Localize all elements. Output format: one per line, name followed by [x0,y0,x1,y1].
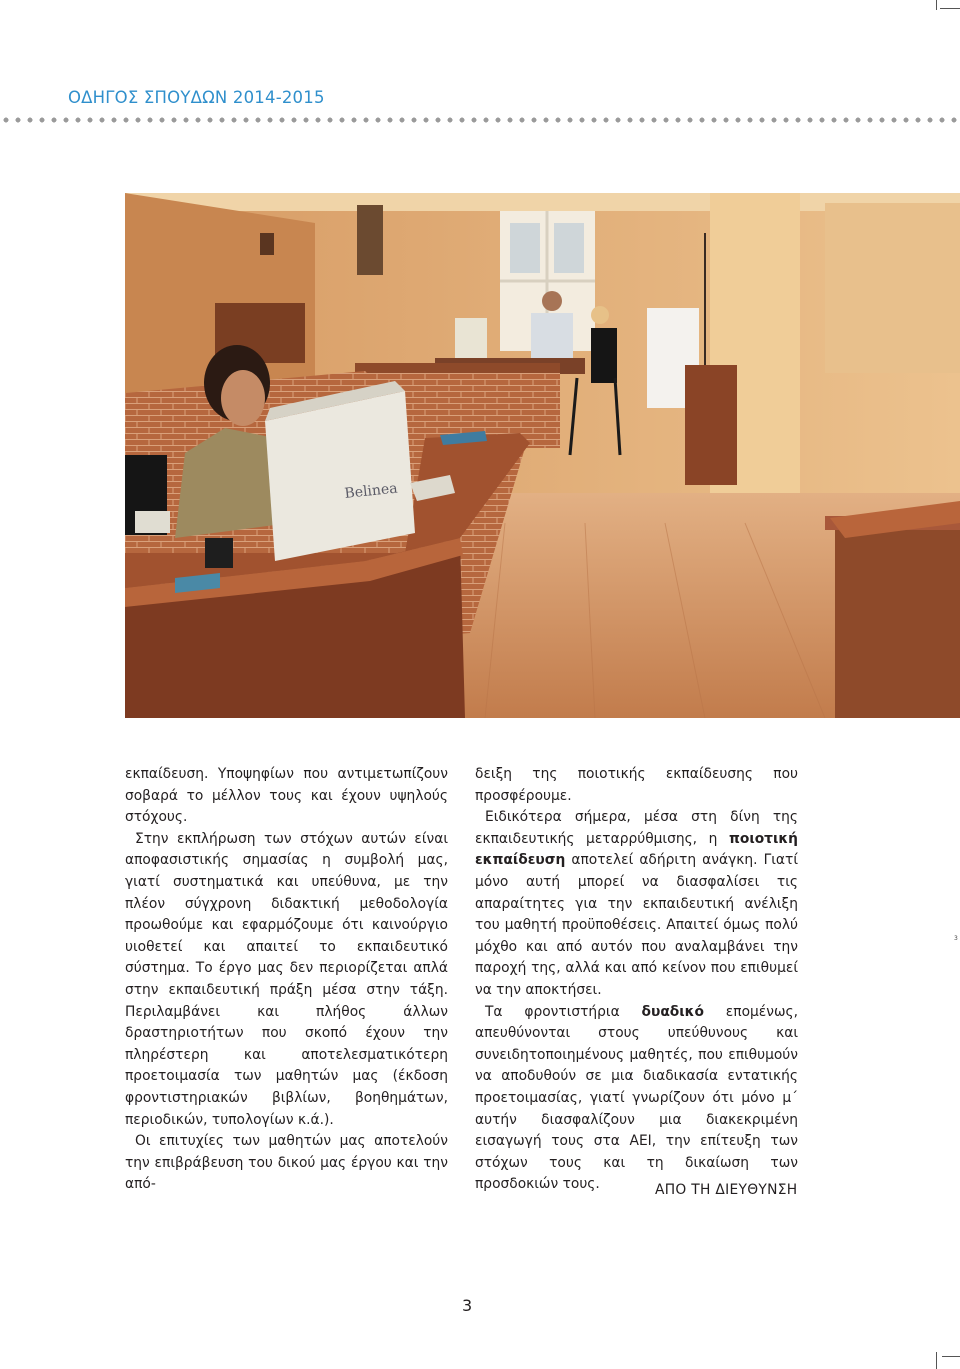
dotted-rule [0,116,960,124]
page-number: 3 [462,1296,473,1315]
crop-mark [942,1356,960,1357]
paragraph: Οι επιτυχίες των μαθητών μας αποτελούν την επιβράβευση του δικού μας έργου και την από- [125,1133,448,1193]
text-span: Τα φροντιστήρια [485,1003,642,1020]
running-header-title: ΟΔΗΓΟΣ ΣΠΟΥΔΩΝ 2014-2015 [68,88,325,107]
crop-mark [936,1352,937,1369]
receptionist-face [221,370,265,426]
bold-brand-name: δυαδικό [641,1003,704,1020]
bold-term-quality-education: ποιοτική εκπαίδευση [475,830,798,869]
text-span: επομένως, απευθύνονται στους υπεύθυνους και συνειδητοποιημένους μαθητές, που επιθυμούν να αποδυθούν σε μια διαδικασία εντατικής προετοιμασίας, γιατί γνωρίζουν ότι μόνο μ΄ αυτήν διασφαλίζουν μια διακεκριμένη εισαγωγή τους στα ΑΕΙ, την επίτευξη των στόχων τους και τη δικαίωση των προσδοκιών τους. [475,1003,798,1193]
signature: ΑΠΟ ΤΗ ΔΙΕΥΘΥΝΣΗ [655,1182,798,1198]
text-column-right [475,764,798,1196]
paragraph [475,1002,798,1196]
text-span: αποτελεί αδήριτη ανάγκη. Γιατί μόνο αυτή μπορεί να διασφαλίσει τις απαραίτητες για την εκπαιδευτική ανέλιξη του μαθητή προϋποθέσεις. Απαιτεί όμως πολύ μόχθο και από αυτόν που αναλαμβάνει την παροχή της, αλλά και από κείνον που επιθυμεί να την αποκτήσει. [475,852,798,998]
text-span: Ειδικότερα σήμερα, μέσα στη δίνη της εκπαιδευτικής μεταρρύθμισης, η [475,809,798,847]
paragraph [475,807,798,1001]
desk-phone [135,511,170,533]
wall-picture [357,205,383,275]
office-reception-photo [125,193,960,718]
text-column-left [125,764,448,1196]
paragraph: εκπαίδευση. Υποψηφίων που αντιμετωπίζουν σοβαρά το μέλλον τους και έχουν υψηλούς στόχους. [125,766,448,826]
margin-page-number: 3 [954,935,958,942]
paragraph: Στην εκπλήρωση των στόχων αυτών είναι αποφασιστικής σημασίας η συμβολή μας, γιατί συστηματικά και υπεύθυνα, με την πλέον σύγχρονη διδακτική μεθοδολογία προωθούμε και εφαρμόζουμε ότι καινούργιο υιοθετεί και απαιτεί το εκπαιδευτικό σύστημα. Το έργο μας δεν περιορίζεται απλά στην εκπαιδευτική πράξη μέσα στην τάξη. Περιλαμβάνει και πλήθος άλλων δραστηριοτήτων που σκοπό έχουν την πληρέστερη και αποτελεσματικότερη προετοιμασία των μαθητών μας (έκδοση φροντιστηριακών βιβλίων, βοηθημάτων, περιοδικών, τυπολογίων κ.ά.). [125,830,448,1128]
monitor-brand-label: Belinea [343,480,399,502]
crt-monitor [265,391,415,561]
man-head [542,291,562,311]
paragraph: δειξη της ποιοτικής εκπαίδευσης που προσφέρουμε. [475,766,798,804]
crop-mark [936,0,937,10]
woman-head [591,306,609,324]
crop-mark [940,8,960,9]
